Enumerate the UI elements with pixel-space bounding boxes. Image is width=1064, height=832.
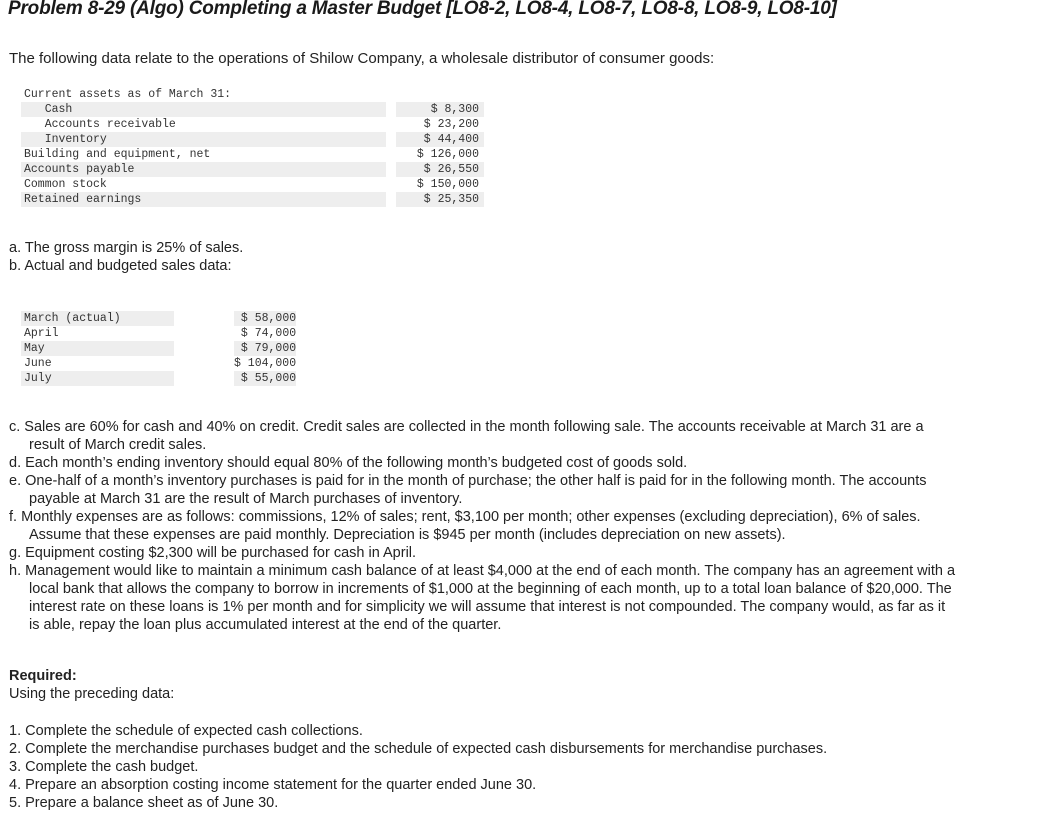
table-row: [21, 341, 296, 356]
row-label: Cash: [21, 102, 386, 117]
notes-c-h: [9, 418, 959, 634]
notes-a-b: [9, 239, 243, 275]
row-label: July: [21, 371, 174, 386]
required-list: [9, 722, 1009, 812]
row-label: Accounts receivable: [24, 118, 176, 131]
table-row: [21, 147, 484, 162]
row-value: $ 150,000: [416, 178, 479, 191]
problem-title: Problem 8-29 (Algo) Completing a Master Budget [LO8-2, LO8-4, LO8-7, LO8-8, LO8-9, LO8-10]: [8, 0, 837, 19]
table-row: [21, 311, 296, 326]
row-value: $ 79,000: [234, 341, 296, 356]
table-row: [21, 87, 484, 102]
assets-header: Current assets as of March 31:: [24, 88, 232, 101]
sales-data-table: [21, 311, 296, 386]
row-value: $ 104,000: [234, 357, 297, 370]
row-value: $ 8,300: [396, 102, 484, 117]
row-label: March (actual): [21, 311, 174, 326]
row-label: Inventory: [21, 132, 386, 147]
table-row: [21, 132, 484, 147]
row-value: $ 74,000: [240, 327, 297, 340]
table-row: [21, 192, 484, 207]
list-item: d. Each month’s ending inventory should equal 80% of the following month’s budgeted cost of goods sold.: [9, 455, 688, 471]
row-label: Common stock: [24, 178, 107, 191]
row-value: $ 23,200: [423, 118, 479, 131]
current-assets-table: [21, 87, 484, 207]
list-item: 5. Prepare a balance sheet as of June 30.: [9, 795, 279, 811]
row-value: $ 26,550: [396, 162, 484, 177]
table-row: [21, 117, 484, 132]
table-row: [21, 371, 296, 386]
list-item: 3. Complete the cash budget.: [9, 759, 199, 775]
row-label: Accounts payable: [21, 162, 386, 177]
list-item: h. Management would like to maintain a minimum cash balance of at least $4,000 at the end of each month. The company has an agreement with a local bank that allows the company to borrow in increments of $1,000 at the beginning of each month, up to a total loan balance of $20,000. The interest rate on these loans is 1% per month and for simplicity we will assume that interest is not compounded. The company would, as far as it is able, repay the loan plus accumulated interest at the end of the quarter.: [9, 563, 956, 633]
row-value: $ 55,000: [234, 371, 296, 386]
required-subheading: Using the preceding data:: [9, 686, 175, 702]
list-item: f. Monthly expenses are as follows: commissions, 12% of sales; rent, $3,100 per month; other expenses (excluding depreciation), 6% of sales. Assume that these expenses are paid monthly. Depreciation is $945 per month (includes depreciation on new assets).: [9, 509, 921, 543]
row-value: $ 44,400: [396, 132, 484, 147]
list-item: e. One-half of a month’s inventory purchases is paid for in the month of purchase; the other half is paid for in the following month. The accounts payable at March 31 are the result of March purchases of inventory.: [9, 473, 927, 507]
table-row: [21, 356, 296, 371]
row-label: April: [24, 327, 59, 340]
table-row: [21, 177, 484, 192]
intro-text: The following data relate to the operations of Shilow Company, a wholesale distributor of consumer goods:: [9, 50, 715, 67]
list-item: a. The gross margin is 25% of sales.: [9, 240, 244, 256]
list-item: g. Equipment costing $2,300 will be purchased for cash in April.: [9, 545, 417, 561]
list-item: c. Sales are 60% for cash and 40% on credit. Credit sales are collected in the month following sale. The accounts receivable at March 31 are a result of March credit sales.: [9, 419, 924, 453]
table-row: [21, 102, 484, 117]
list-item: b. Actual and budgeted sales data:: [9, 258, 232, 274]
list-item: 4. Prepare an absorption costing income statement for the quarter ended June 30.: [9, 777, 537, 793]
row-value: $ 58,000: [234, 311, 296, 326]
row-label: Building and equipment, net: [24, 148, 211, 161]
row-label: May: [21, 341, 174, 356]
table-row: [21, 162, 484, 177]
list-item: 2. Complete the merchandise purchases budget and the schedule of expected cash disbursements for merchandise purchases.: [9, 741, 828, 757]
required-heading: Required:: [9, 668, 77, 684]
table-row: [21, 326, 296, 341]
row-label: June: [24, 357, 52, 370]
list-item: 1. Complete the schedule of expected cash collections.: [9, 723, 363, 739]
row-label: Retained earnings: [21, 192, 386, 207]
row-value: $ 25,350: [396, 192, 484, 207]
row-value: $ 126,000: [416, 148, 479, 161]
